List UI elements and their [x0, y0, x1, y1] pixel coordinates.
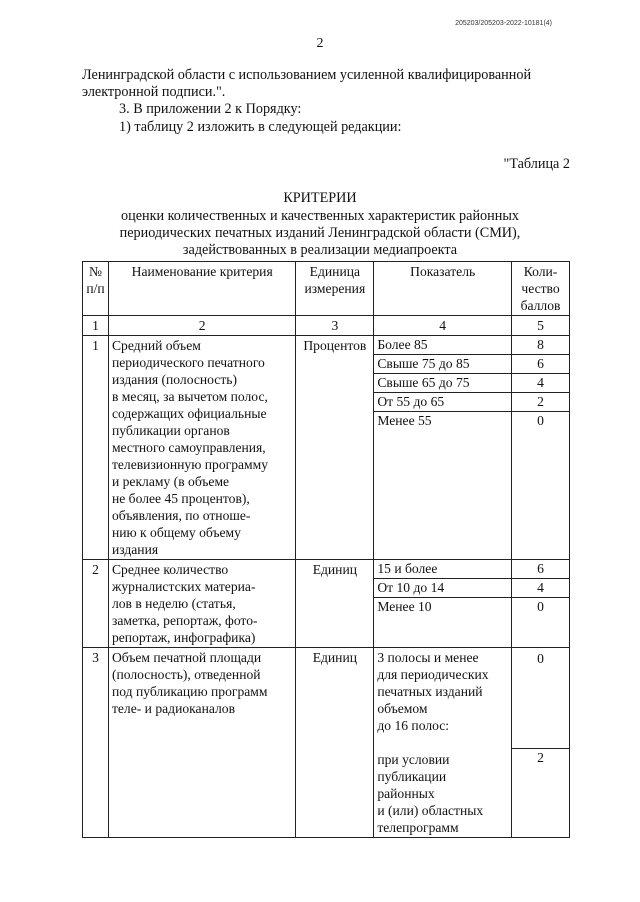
score-item: 0 — [537, 599, 544, 614]
criterion-line: телевизионную программу — [111, 457, 269, 472]
table-header-row — [83, 262, 570, 316]
indicator-line: районных — [377, 786, 435, 801]
indicator-line: для периодических — [377, 667, 489, 682]
indicator-line: публикации — [377, 769, 447, 784]
score-item: 2 — [512, 393, 569, 412]
header-num — [83, 262, 109, 316]
criterion-line: репортаж, инфографика) — [111, 630, 256, 645]
header-indicator-text: Показатель — [410, 264, 476, 279]
score-item: 4 — [512, 579, 569, 598]
indicator-line: до 16 полос: — [377, 718, 450, 733]
row-number: 1 — [83, 336, 109, 560]
criterion-line: лов в неделю (статья, — [111, 596, 236, 611]
score-cell — [512, 336, 570, 560]
score-item: 0 — [512, 648, 569, 749]
table-row — [83, 560, 570, 648]
score-item: 2 — [537, 750, 544, 765]
indicator-item: От 10 до 14 — [374, 579, 511, 598]
indicator-line: и (или) областных — [377, 803, 484, 818]
criteria-table — [82, 261, 570, 838]
indicator-item: Более 85 — [374, 336, 511, 355]
score-item: 8 — [512, 336, 569, 355]
unit-cell: Единиц — [296, 560, 374, 648]
header-name-text: Наименование критерия — [131, 264, 273, 279]
indicator-item: Менее 55 — [377, 413, 432, 428]
criteria-subtitle-2: периодических печатных изданий Ленинградской области (СМИ), — [119, 225, 521, 241]
header-num-line-1: № — [88, 264, 102, 279]
criterion-line: заметка, репортаж, фото- — [111, 613, 258, 628]
document-id: 205203/205203-2022-10181(4) — [455, 20, 552, 27]
table-label: "Таблица 2 — [503, 156, 570, 172]
criterion-line: под публикацию программ — [111, 684, 268, 699]
criterion-line: в месяц, за вычетом полос, — [111, 389, 268, 404]
indicator-cell — [374, 336, 512, 560]
column-number: 1 — [83, 316, 109, 336]
criterion-name — [108, 648, 295, 838]
criterion-line: Объем печатной площади — [111, 650, 262, 665]
criterion-line: объявления, по отноше- — [111, 508, 251, 523]
indicator-cell — [374, 648, 512, 838]
header-indicator — [374, 262, 512, 316]
score-item: 6 — [512, 560, 569, 579]
score-cell — [512, 648, 570, 838]
criterion-name — [108, 336, 295, 560]
column-number-row — [83, 316, 570, 336]
column-number: 2 — [108, 316, 295, 336]
unit-cell: Процентов — [296, 336, 374, 560]
indicator-line: при условии — [377, 752, 450, 767]
row-number: 2 — [83, 560, 109, 648]
indicator-line: объемом — [377, 701, 428, 716]
header-name — [108, 262, 295, 316]
item-3-1: 1) таблицу 2 изложить в следующей редакции: — [119, 119, 402, 135]
criteria-title: КРИТЕРИИ — [283, 190, 357, 206]
criterion-line: не более 45 процентов), — [111, 491, 250, 506]
criterion-line: местного самоуправления, — [111, 440, 266, 455]
table-row — [83, 336, 570, 560]
criterion-line: периодического печатного — [111, 355, 265, 370]
criterion-line: теле- и радиоканалов — [111, 701, 236, 716]
indicator-item: Менее 10 — [377, 599, 432, 614]
header-num-line-2: п/п — [86, 281, 105, 296]
criterion-line: содержащих официальные — [111, 406, 267, 421]
header-score-line-2: чество — [521, 281, 560, 296]
criteria-subtitle-1: оценки количественных и качественных характеристик районных — [121, 208, 519, 224]
header-score-line-3: баллов — [520, 298, 561, 313]
score-item: 6 — [512, 355, 569, 374]
criterion-line: журналистских материа- — [111, 579, 256, 594]
score-item: 0 — [537, 413, 544, 428]
indicator-line: телепрограмм — [377, 820, 459, 835]
criterion-line: (полосность), отведенной — [111, 667, 261, 682]
criterion-name — [108, 560, 295, 648]
header-unit — [296, 262, 374, 316]
criterion-line: издания — [111, 542, 159, 557]
column-number: 4 — [374, 316, 512, 336]
indicator-item: Свыше 65 до 75 — [374, 374, 511, 393]
indicator-spacer — [377, 734, 508, 751]
indicator-line: 3 полосы и менее — [377, 650, 479, 665]
score-cell — [512, 560, 570, 648]
score-item: 4 — [512, 374, 569, 393]
criterion-line: и рекламу (в объеме — [111, 474, 230, 489]
header-unit-line-1: Единица — [309, 264, 361, 279]
indicator-item: Свыше 75 до 85 — [374, 355, 511, 374]
item-3: 3. В приложении 2 к Порядку: — [119, 101, 302, 117]
unit-cell: Единиц — [296, 648, 374, 838]
criterion-line: издания (полосность) — [111, 372, 237, 387]
criterion-line: публикации органов — [111, 423, 230, 438]
criterion-line: Среднее количество — [111, 562, 229, 577]
criteria-subtitle-3: задействованных в реализации медиапроекта — [182, 242, 458, 258]
row-number: 3 — [83, 648, 109, 838]
column-number: 5 — [512, 316, 570, 336]
indicator-cell — [374, 560, 512, 648]
indicator-item: От 55 до 65 — [374, 393, 511, 412]
header-score-line-1: Коли- — [523, 264, 558, 279]
indicator-line: печатных изданий — [377, 684, 483, 699]
intro-line-1: Ленинградской области с использованием усиленной квалифицированной — [82, 67, 532, 83]
criterion-line: нию к общему объему — [111, 525, 241, 540]
criterion-line: Средний объем — [111, 338, 201, 353]
intro-line-2: электронной подписи.". — [82, 84, 226, 100]
table-row — [83, 648, 570, 838]
header-score — [512, 262, 570, 316]
indicator-item: 15 и более — [374, 560, 511, 579]
column-number: 3 — [296, 316, 374, 336]
header-unit-line-2: измерения — [304, 281, 366, 296]
page-number: 2 — [316, 36, 324, 51]
